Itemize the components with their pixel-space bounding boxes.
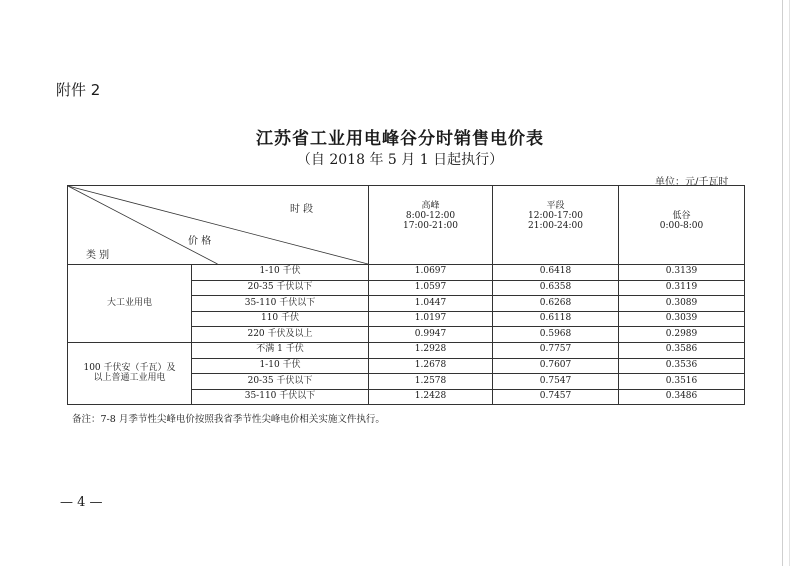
document-title: 江苏省工业用电峰谷分时销售电价表: [256, 129, 544, 149]
voltage-cell: 110 千伏: [192, 311, 369, 327]
column-time: 0:00-8:00: [659, 220, 704, 231]
header-diagonal-cell: [68, 186, 369, 265]
flat-price-cell: 0.7457: [493, 389, 619, 405]
table-header-row: [68, 186, 745, 265]
price-table: [67, 185, 745, 405]
flat-price-cell: 0.6268: [493, 296, 619, 312]
unit-label: 单位：元/千瓦时: [655, 177, 729, 188]
peak-price-cell: 1.2678: [369, 358, 493, 374]
header-category-label: 类 别: [86, 250, 110, 261]
flat-price-cell: 0.7607: [493, 358, 619, 374]
page-edge: [789, 0, 790, 566]
flat-price-cell: 0.6418: [493, 265, 619, 281]
peak-price-cell: 0.9947: [369, 327, 493, 343]
header-price-label: 价 格: [188, 236, 212, 247]
peak-price-cell: 1.0447: [369, 296, 493, 312]
flat-price-cell: 0.7547: [493, 374, 619, 390]
peak-price-cell: 1.2928: [369, 342, 493, 358]
document-subtitle: （自 2018 年 5 月 1 日起执行）: [296, 152, 504, 168]
valley-price-cell: 0.2989: [619, 327, 745, 343]
valley-price-cell: 0.3536: [619, 358, 745, 374]
valley-price-cell: 0.3039: [619, 311, 745, 327]
voltage-cell: 220 千伏及以上: [192, 327, 369, 343]
voltage-cell: 35-110 千伏以下: [192, 296, 369, 312]
flat-price-cell: 0.6358: [493, 280, 619, 296]
column-name: 平段: [546, 201, 565, 211]
voltage-cell: 不满 1 千伏: [192, 342, 369, 358]
peak-price-cell: 1.2428: [369, 389, 493, 405]
voltage-cell: 20-35 千伏以下: [192, 280, 369, 296]
column-name: 低谷: [672, 211, 691, 221]
page-number: — 4 —: [60, 495, 103, 510]
voltage-cell: 1-10 千伏: [192, 265, 369, 281]
category-line: 100 千伏安（千瓦）及: [83, 362, 176, 373]
voltage-cell: 35-110 千伏以下: [192, 389, 369, 405]
column-time: 12:00-17:00: [528, 210, 583, 221]
peak-price-cell: 1.2578: [369, 374, 493, 390]
table-row: [68, 342, 745, 358]
voltage-cell: 1-10 千伏: [192, 358, 369, 374]
valley-price-cell: 0.3119: [619, 280, 745, 296]
column-header-valley: [619, 186, 745, 265]
category-cell: [68, 342, 192, 404]
valley-price-cell: 0.3516: [619, 374, 745, 390]
column-time: 8:00-12:00: [405, 210, 456, 221]
table-note: 备注：7-8 月季节性尖峰电价按照我省季节性尖峰电价相关实施文件执行。: [72, 414, 385, 425]
peak-price-cell: 1.0597: [369, 280, 493, 296]
category-cell: 大工业用电: [68, 265, 192, 343]
page-edge: [782, 0, 783, 566]
header-period-label: 时 段: [290, 204, 314, 215]
valley-price-cell: 0.3486: [619, 389, 745, 405]
column-time: 17:00-21:00: [403, 220, 458, 231]
voltage-cell: 20-35 千伏以下: [192, 374, 369, 390]
peak-price-cell: 1.0697: [369, 265, 493, 281]
flat-price-cell: 0.5968: [493, 327, 619, 343]
attachment-label: 附件 2: [56, 81, 101, 99]
column-header-peak: [369, 186, 493, 265]
diagonal-lines: [68, 186, 368, 264]
column-time: 21:00-24:00: [528, 220, 583, 231]
flat-price-cell: 0.6118: [493, 311, 619, 327]
valley-price-cell: 0.3089: [619, 296, 745, 312]
flat-price-cell: 0.7757: [493, 342, 619, 358]
peak-price-cell: 1.0197: [369, 311, 493, 327]
valley-price-cell: 0.3586: [619, 342, 745, 358]
column-header-flat: [493, 186, 619, 265]
column-name: 高峰: [421, 201, 440, 211]
table-row: [68, 265, 745, 281]
valley-price-cell: 0.3139: [619, 265, 745, 281]
category-line: 以上普通工业用电: [93, 372, 166, 383]
